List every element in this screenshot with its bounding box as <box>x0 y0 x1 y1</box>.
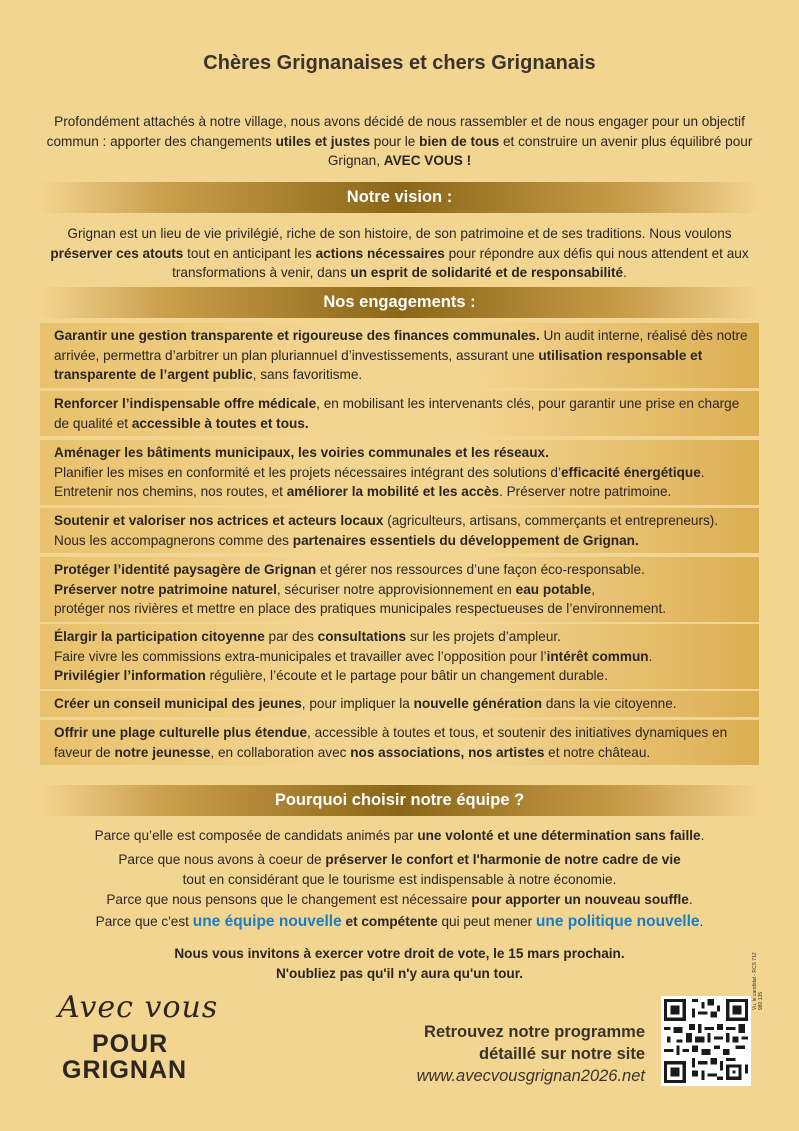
why-heading: Pourquoi choisir notre équipe ? <box>38 785 761 816</box>
engagement-landscape: Protéger l’identité paysagère de Grignan et gérer nos ressources d’une façon éco-responsable. Préserver notre patrimoine naturel, sécuriser notre approvisionnement en eau potable, protéger nos rivières et mettre en place des pratiques municipales respectueuses de l’environnement. <box>40 557 759 622</box>
vision-heading: Notre vision : <box>38 182 761 213</box>
engagement-infrastructure: Aménager les bâtiments municipaux, les voiries communales et les réseaux. Planifier les mises en conformité et les projets nécessaires intégrant des solutions d’efficacité énergétique. Entretenir nos chemins, nos routes, et améliorer la mobilité et les accès. Préserver notre patrimoine. <box>40 440 759 505</box>
engagement-local-actors: Soutenir et valoriser nos actrices et acteurs locaux (agriculteurs, artisans, commerçants et entrepreneurs). Nous les accompagnerons comme des partenaires essentiels du développement de Grignan. <box>40 508 759 553</box>
vision-paragraph: Grignan est un lieu de vie privilégié, riche de son histoire, de son patrimoine et de ses traditions. Nous voulons préserver ces atouts tout en anticipant les actions nécessaires pour répondre aux défis qui nous attendent et aux transformations à venir, dans un esprit de solidarité et de responsabilité. <box>50 226 749 280</box>
engagement-finances: Garantir une gestion transparente et rigoureuse des finances communales. Un audit interne, réalisé dès notre arrivée, permettra d’arbitrer un plan pluriannuel d’investissements, assurant une utilisation responsable et transparente de l’argent public, sans favoritisme. <box>40 323 759 388</box>
engagement-youth-council: Créer un conseil municipal des jeunes, pour impliquer la nouvelle génération dans la vie citoyenne. <box>40 691 759 717</box>
engagements-heading: Nos engagements : <box>38 287 761 318</box>
engagement-culture: Offrir une plage culturelle plus étendue, accessible à toutes et tous, et soutenir des initiatives dynamiques en faveur de notre jeunesse, en collaboration avec nos associations, nos artistes et notre château. <box>40 720 759 765</box>
legal-mention: Vu, le candidat - RCS 712 980 135 <box>752 952 764 1010</box>
intro-paragraph: Profondément attachés à notre village, nous avons décidé de nous rassembler et de nous engager pour un objectif commun : apporter des changements utiles et justes pour le bien de tous et construire un avenir plus équilibré pour Grignan, AVEC VOUS ! <box>46 114 753 168</box>
why-reason-4: Parce que c'est une équipe nouvelle et compétente qui peut mener une politique nouvelle. <box>95 913 704 930</box>
why-reason-1: Parce qu’elle est composée de candidats animés par une volonté et une détermination sans faille. <box>94 828 705 843</box>
highlight-new-team: une équipe nouvelle <box>192 913 342 930</box>
page-title: Chères Grignanaises et chers Grignanais <box>203 52 596 74</box>
engagement-participation: Élargir la participation citoyenne par des consultations sur les projets d’ampleur. Faire vivre les commissions extra-municipales et travailler avec l’opposition pour l’intérêt commun. Privilégier l’information régulière, l’écoute et le partage pour bâtir un changement durable. <box>40 624 759 689</box>
closing-message: Nous vous invitons à exercer votre droit de vote, le 15 mars prochain. N'oubliez pas qu'il n'y aura qu'un tour. <box>174 946 625 981</box>
engagement-medical: Renforcer l’indispensable offre médicale, en mobilisant les intervenants clés, pour garantir une prise en charge de qualité et accessible à toutes et tous. <box>40 391 759 436</box>
campaign-logo: Avec vous POUR GRIGNAN <box>58 990 219 1084</box>
website-url[interactable]: www.avecvousgrignan2026.net <box>416 1067 645 1085</box>
why-reason-3: Parce que nous pensons que le changement est nécessaire pour apporter un nouveau souffle. <box>106 892 693 907</box>
highlight-new-policy: une politique nouvelle <box>535 913 700 930</box>
qr-code-icon[interactable] <box>661 996 751 1086</box>
why-reason-2: Parce que nous avons à coeur de préserver le confort et l'harmonie de notre cadre de vie tout en considérant que le tourisme est indispensable à notre économie. <box>118 852 681 887</box>
website-info: Retrouvez notre programme détaillé sur notre site www.avecvousgrignan2026.net <box>340 1021 645 1087</box>
